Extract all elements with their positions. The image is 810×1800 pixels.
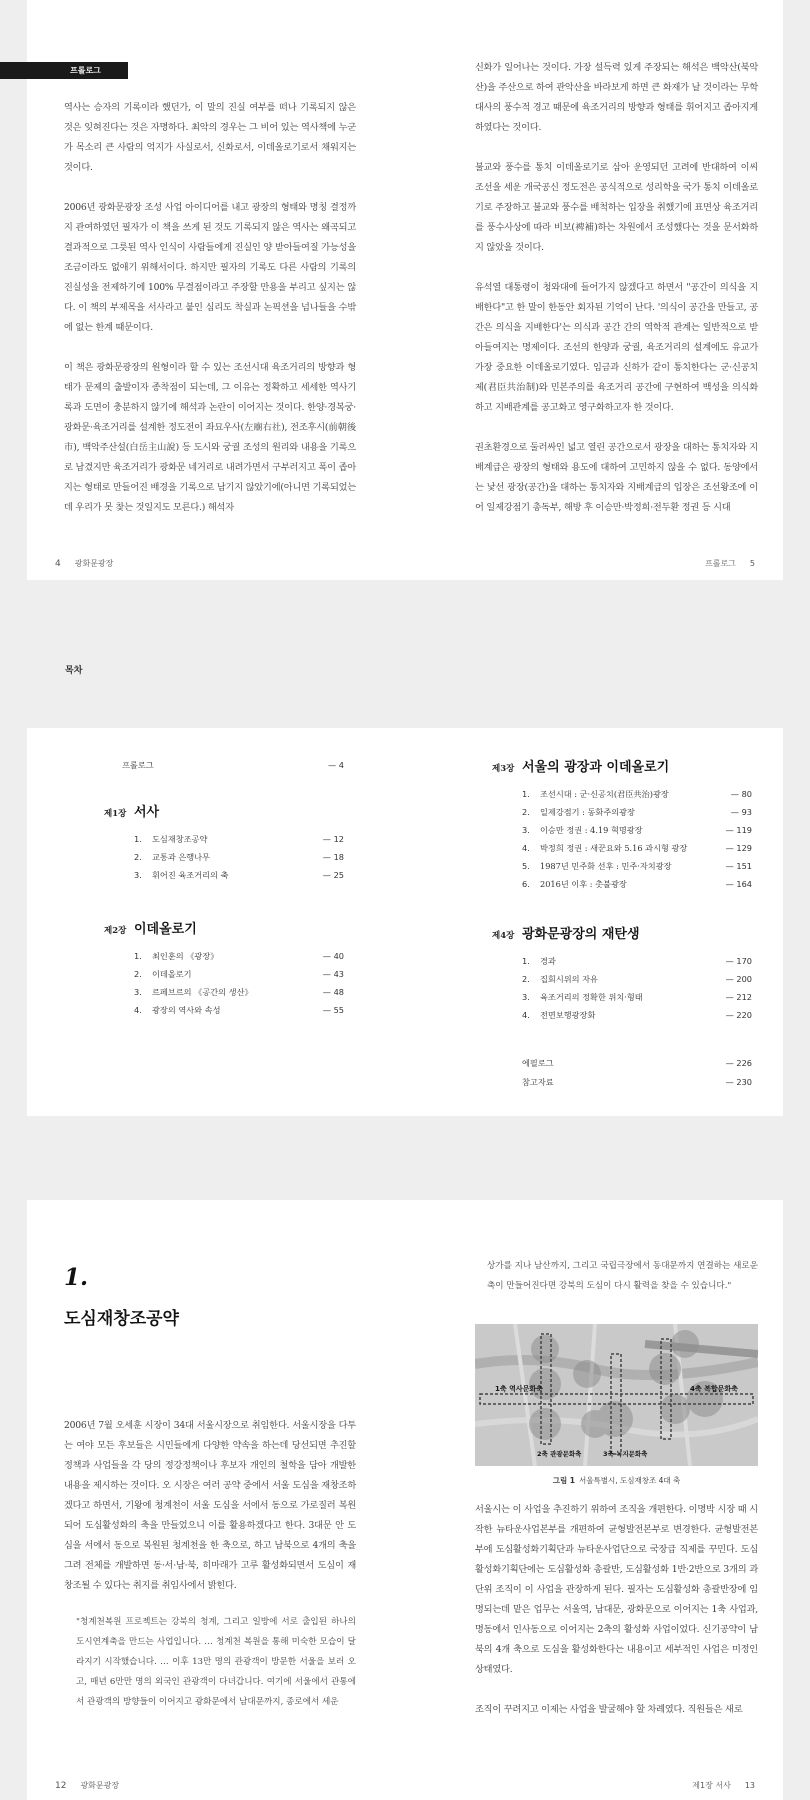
toc-left-column bbox=[104, 760, 344, 1019]
paragraph: 서울시는 이 사업을 추진하기 위하여 조직을 개편한다. 이명박 시장 때 시작한 뉴타운사업본부를 개편하여 균형발전본부로 변경한다. 균형발전본부에 도심활성화기획단과 뉴타운사업단으로 국장급 직제를 꾸민다. 도심활성화기획단에는 도심활성화 총괄반, 도심활성화 1반·2반으로 3개의 과 단위 조직이 이 사업을 관장하게 된다. 필자는 도심활성화 총괄반장에 임명되는데 맡은 업무는 서울역, 남대문, 광화문으로 이어지는 1축 사업과, 명동에서 인사동으로 이어지는 2축의 활성화 사업이었다. 신기공약이 남북의 4개 축으로 도심을 활성화한다는 내용이고 세부적인 사업은 미정인 상태였다. bbox=[475, 1504, 758, 1675]
section-label: 프롤로그 bbox=[0, 62, 128, 79]
chapter-right-top bbox=[475, 1256, 758, 1296]
toc-item[interactable]: 3. 육조거리의 정확한 위치·형태 — 212 bbox=[522, 988, 752, 1006]
page-number: 5 bbox=[749, 559, 755, 568]
toc-entry-epilogue[interactable]: 에필로그 — 226 bbox=[522, 1058, 752, 1069]
paragraph: 조직이 꾸려지고 이제는 사업을 발굴해야 할 차례였다. 직원들은 새로 bbox=[475, 1704, 743, 1715]
page-number: 12 bbox=[55, 1781, 67, 1791]
map-label: 3축 녹지문화축 bbox=[603, 1450, 648, 1458]
map-figure bbox=[475, 1324, 758, 1466]
paragraph: 2006년 7월 오세훈 시장이 34대 서울시장으로 취임한다. 서울시장을 다투는 여야 모든 후보들은 시민들에게 다양한 약속을 하는데 당선되면 추진할 정책과 사업들을 각 당의 정강정책이나 후보자 개인의 철학을 담아 개발한 내용을 제시하는 것이다. 오 시장은 여러 공약 중에서 서울 도심을 재창조하겠다고 하면서, 기왕에 청계천이 서울 도심을 서에서 동으로 가로질러 복원되어 도심활성화의 축을 만들었으니 이를 활용하겠다고 한다. 3대문 안 도심을 서에서 동으로 복원된 청계천을 한 축으로, 하고 남북으로 4개의 축을 그려 전체를 개발하면 동·서·남·북, 히마래가 고루 활성화되면서 도심이 재창조될 수 있다는 취지를 취임사에서 밝힌다. bbox=[64, 1420, 356, 1591]
paragraph: 2006년 광화문광장 조성 사업 아이디어를 내고 광장의 형태와 명칭 결정까지 관여하였던 필자가 이 책을 쓰게 된 것도 기록되지 않은 역사는 왜곡되고 결과적으로 그릇된 역사 인식이 사람들에게 진실인 양 받아들여질 가능성을 조금이라도 없애기 위해서이다. 하지만 필자의 기록도 다른 사람의 기록의 진실성을 전제하기에 100% 무결점이라고 주장할 만용을 부리고 싶지는 않다. 이 책의 부제목을 서사라고 붙인 심리도 착실과 논픽션을 넘나들을 수밖에 없는 한계 때문이다. bbox=[64, 202, 356, 333]
map-illustration bbox=[475, 1324, 758, 1466]
toc-item[interactable]: 4. 광장의 역사와 속성 — 55 bbox=[134, 1001, 344, 1019]
toc-item[interactable]: 2. 집회시위의 자유 — 200 bbox=[522, 970, 752, 988]
toc-entry-references[interactable]: 참고자료 — 230 bbox=[522, 1077, 752, 1088]
toc-item[interactable]: 1. 도심재창조공약 — 12 bbox=[134, 830, 344, 848]
paragraph: 권초환경으로 둘러싸인 넓고 열린 공간으로서 광장을 대하는 통치자와 지배계급은 광장의 형태와 용도에 대하여 고민하지 않을 수 없다. 동양에서는 낯선 광장(공간)을 대하는 통치자와 지배계급의 입장은 조선왕조에 이어 일제강점기 총독부, 해방 후 이승만·박정희·전두환 정권 등 시대 bbox=[475, 442, 758, 513]
toc-item[interactable]: 3. 휘어진 육조거리의 축 — 25 bbox=[134, 866, 344, 884]
chapter-title: 도심재창조공약 bbox=[64, 1309, 179, 1329]
paragraph: 이 책은 광화문광장의 원형이라 할 수 있는 조선시대 육조거리의 방향과 형태가 문제의 출발이자 종착점이 되는데, 그 이유는 정확하고 세세한 역사기록과 도면이 충분하지 않기에 해석과 논란이 이어지는 것이다. 한양·경복궁·광화문·육조거리를 설계한 정도전이 좌묘우사(左廟右社), 전조후시(前朝後市), 백악주산설(白岳主山說) 등 도시와 궁궐 조성의 원리와 내용을 기록으로 남겼지만 육조거리가 광화문 네거리로 내려가면서 구부러지고 폭이 좁아지는 형태로 만들어진 배경을 기록으로 남기지 않았기에(아니면 기록되었는데 우리가 못 찾는 것일지도 모른다.) 해석자 bbox=[64, 362, 356, 513]
toc-chapter-4 bbox=[492, 923, 752, 1024]
map-label: 2축 관광문화축 bbox=[537, 1450, 582, 1458]
chapter-heading[interactable]: 제2장 이데올로기 bbox=[104, 922, 197, 937]
paragraph: 역사는 승자의 기록이라 했던가, 이 말의 진실 여부를 떠나 기록되지 않은 것은 잊혀진다는 것은 자명하다. 최악의 경우는 그 비어 있는 역사책에 누군가 목소리 큰 사람의 억지가 사실로서, 신화로서, 이데올로기로서 채워지는 것이다. bbox=[64, 102, 356, 173]
page-footer-left bbox=[55, 1780, 119, 1791]
prologue-right-column bbox=[475, 58, 758, 518]
chapter-heading[interactable]: 제1장 서사 bbox=[104, 805, 160, 820]
chapter-right-column bbox=[475, 1500, 758, 1720]
page-footer-right bbox=[705, 558, 755, 569]
chapter-spread bbox=[27, 1200, 783, 1800]
toc-item[interactable]: 3. 이승만 정권 : 4.19 혁명광장 — 119 bbox=[522, 821, 752, 839]
toc-item[interactable]: 1. 최인훈의 《광장》 — 40 bbox=[134, 947, 344, 965]
toc-item[interactable]: 3. 르페브르의 《공간의 생산》 — 48 bbox=[134, 983, 344, 1001]
running-title: 광화문광장 bbox=[74, 559, 114, 568]
toc-back-matter bbox=[492, 1058, 752, 1088]
chapter-number: 1. bbox=[64, 1264, 89, 1291]
toc-item[interactable]: 1. 조선시대 : 군·신공치(君臣共治)광장 — 80 bbox=[522, 785, 752, 803]
map-label: 4축 복합문화축 bbox=[690, 1385, 738, 1393]
paragraph: 신화가 일어나는 것이다. 가장 설득력 있게 주장되는 해석은 백악산(북악산)을 주산으로 하여 관악산을 바라보게 하면 큰 화재가 날 것이라는 무학대사의 풍수적 경고 때문에 육조거리의 방향과 형태를 휘어지고 좁아지게 하였다는 것이다. bbox=[475, 62, 758, 133]
chapter-left-column bbox=[64, 1416, 356, 1712]
toc-right-column bbox=[492, 756, 752, 1088]
toc-item[interactable]: 2. 이데올로기 — 43 bbox=[134, 965, 344, 983]
toc-item[interactable]: 5. 1987년 민주화 선후 : 민주·자치광장 — 151 bbox=[522, 857, 752, 875]
page-number: 13 bbox=[744, 1781, 755, 1790]
prologue-spread bbox=[27, 0, 783, 580]
figure-caption: 그림 1 서울특별시, 도심재창조 4대 축 bbox=[552, 1476, 681, 1485]
toc-chapter-1 bbox=[104, 801, 344, 884]
running-title: 프롤로그 bbox=[704, 559, 736, 568]
running-title: 제1장 서사 bbox=[692, 1781, 731, 1790]
toc-spread bbox=[27, 728, 783, 1116]
toc-label: 목차 bbox=[65, 666, 83, 676]
running-title: 광화문광장 bbox=[80, 1781, 120, 1790]
chapter-heading[interactable]: 제3장 서울의 광장과 이데올로기 bbox=[492, 760, 670, 775]
page-number: 4 bbox=[55, 559, 61, 569]
prologue-left-column bbox=[64, 98, 356, 518]
toc-item[interactable]: 6. 2016년 이후 : 촛불광장 — 164 bbox=[522, 875, 752, 893]
toc-item[interactable]: 2. 일제강점기 : 동화주의광장 — 93 bbox=[522, 803, 752, 821]
blockquote: "청계천복원 프로젝트는 강북의 청계, 그리고 일방에 서로 출입된 하나의 도시연계축을 만드는 사업입니다. … 청계천 복원을 통해 미숙한 모습이 달라지기 시작했습니다. … 이후 13만 명의 관광객이 방문한 서울을 보러 오고, 매년 6만만 명의 외국인 관광객이 다녀갑니다. 여기에 서울에서 관통에서 관광객의 방향들이 이어지고 광화문에서 남대문까지, 종로에서 세운 bbox=[76, 1617, 356, 1707]
chapter-heading[interactable]: 제4장 광화문광장의 재탄생 bbox=[492, 927, 640, 942]
toc-item[interactable]: 4. 박정희 정권 : 새꾼요와 5.16 과시형 광장 — 129 bbox=[522, 839, 752, 857]
toc-item[interactable]: 4. 전면보행광장화 — 220 bbox=[522, 1006, 752, 1024]
paragraph: 불교와 풍수를 통치 이데올로기로 삼아 운영되던 고려에 반대하여 이씨 조선을 세운 개국공신 정도전은 공식적으로 성리학을 국가 통치 이데올로기로 주장하고 불교와 풍수를 배척하는 입장을 취했기에 표면상 육조거리를 풍수사상에 따라 비보(裨補)하는 차원에서 조성했다는 것을 문서화하지 않았을 것이다. bbox=[475, 162, 758, 253]
blockquote-continued: 상가를 지나 남산까지, 그리고 국립극장에서 동대문까지 연결하는 새로운 축이 만들어진다면 강북의 도심이 다시 활력을 찾을 수 있습니다." bbox=[487, 1261, 758, 1291]
page-footer-right bbox=[692, 1780, 755, 1791]
toc-chapter-3 bbox=[492, 756, 752, 893]
page-footer-left bbox=[55, 558, 113, 569]
toc-chapter-2 bbox=[104, 918, 344, 1019]
paragraph: 유석열 대통령이 청와대에 들어가지 않겠다고 하면서 "공간이 의식을 지배한다"고 한 말이 한동안 회자된 기억이 난다. '의식이 공간을 만들고, 공간은 의식을 지배한다'는 의식과 공간 간의 역학적 관계는 일반적으로 받아들여지는 명제이다. 조선의 한양과 궁궐, 육조거리의 설계에도 유교가 가장 중요한 이데올로기였다. 임금과 신하가 같이 통치한다는 군·신공치제(君臣共治制)와 민본주의를 육조거리 공간에 구현하여 백성을 의식화하고 지배관계를 공고화고 영구화하고자 한 것이다. bbox=[475, 282, 758, 413]
toc-item[interactable]: 2. 교통과 은행나무 — 18 bbox=[134, 848, 344, 866]
toc-entry-prologue[interactable]: 프롤로그 — 4 bbox=[104, 760, 344, 771]
toc-item[interactable]: 1. 경과 — 170 bbox=[522, 952, 752, 970]
map-label: 1축 역사문화축 bbox=[495, 1385, 543, 1393]
